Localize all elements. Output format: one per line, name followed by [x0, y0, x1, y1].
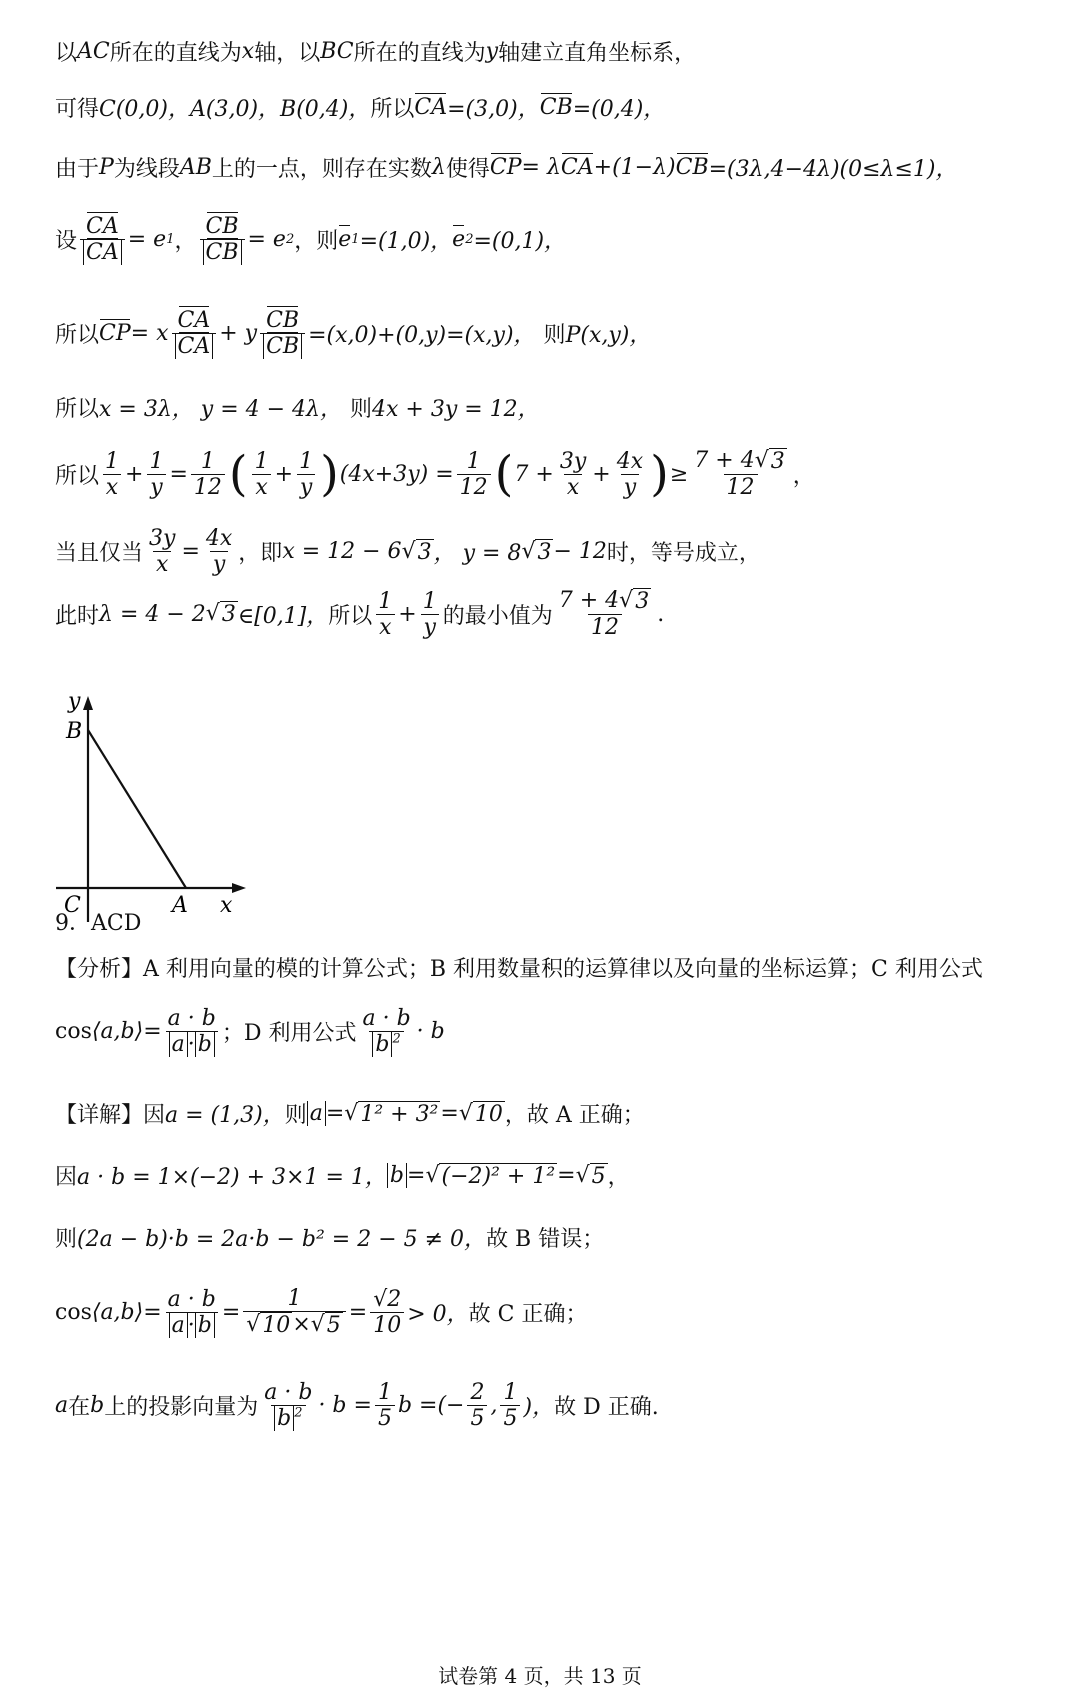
text-line-3	[55, 152, 1050, 183]
fraction: $\frac{1}{x}$	[252, 449, 272, 501]
text: 上的投影向量为	[104, 1395, 259, 1421]
math: +(1−λ)	[593, 155, 676, 180]
text-line-14: 因 a · b = 1×(−2) + 3×1 = 1， b = √ (−2)² + 1² = √ 5 ，	[55, 1160, 1050, 1191]
text: 的最小值为	[442, 603, 553, 629]
text: 所以	[55, 323, 100, 349]
fraction: $\frac{a \cdot b}{a \cdot b}$	[165, 1006, 219, 1058]
fraction: $\frac{4x}{y}$	[616, 448, 644, 500]
math: cos	[55, 1019, 92, 1045]
text: 在	[68, 1395, 91, 1421]
fraction: 7 + 4 √ 3 12	[694, 448, 785, 501]
math: AB	[179, 155, 212, 180]
math: =(3,0)，	[447, 97, 540, 122]
vector: CA	[177, 334, 211, 360]
page-footer: 试卷第 4 页，共 13 页	[438, 1664, 642, 1688]
text: 为线段	[113, 157, 180, 182]
math: y	[485, 39, 499, 64]
text-line-4	[55, 214, 1050, 266]
math: =	[557, 1163, 576, 1188]
vector: CB	[675, 155, 709, 180]
text-line-11	[55, 952, 1050, 983]
text-line-10	[55, 906, 1050, 937]
math: C(0,0)，A(3,0)，B(0,4)，	[99, 97, 371, 122]
text: 所以	[55, 397, 100, 422]
math: = x	[130, 321, 169, 347]
vector: CB	[205, 214, 239, 239]
text: ，则	[294, 229, 339, 255]
fraction: $\frac{4x}{y}$	[205, 526, 233, 578]
x-axis-arrow-icon	[232, 883, 246, 893]
text-line-13: 【详解】因 a = (1,3)， 则 a = √ 1² + 3² = √ 10 ，故 A 正确；	[55, 1098, 1050, 1129]
math: =	[143, 1019, 162, 1045]
text: 设	[55, 229, 78, 255]
text: 轴建立直角坐标系，	[498, 41, 697, 66]
math: =	[440, 1101, 459, 1126]
subscript: 2	[285, 232, 295, 248]
math: 10	[474, 1101, 503, 1127]
text: ，	[792, 463, 815, 489]
vector: e	[452, 227, 466, 253]
math: +	[398, 601, 417, 627]
text: 上的一点，则存在实数	[211, 157, 432, 182]
math: 3	[417, 539, 432, 565]
math: ≥	[669, 461, 689, 487]
math: =	[221, 1299, 241, 1325]
subscript: 2	[465, 232, 474, 248]
text: 当且仅当	[55, 541, 144, 567]
math: BC	[320, 39, 354, 64]
vector: CB	[266, 308, 300, 333]
vector: CA	[86, 240, 119, 266]
math: 1² + 3²	[360, 1101, 439, 1127]
math: a = (1,3)，	[165, 1103, 285, 1128]
text: 以	[55, 41, 78, 66]
math: ⟨a,b⟩	[91, 1299, 144, 1325]
math: )，	[523, 1395, 555, 1421]
text: ，	[607, 1165, 630, 1190]
subscript: 1	[166, 232, 175, 248]
math: =	[169, 461, 188, 487]
math: a	[55, 1393, 69, 1419]
text: ，即	[238, 541, 283, 567]
math: (4x+3y) =	[339, 461, 454, 487]
math: + y	[219, 321, 258, 347]
math: =	[181, 539, 200, 565]
text-line-8: 当且仅当 $\frac{3y}{x}$ = $\frac{4x}{y}$ ，即 x = 12 − 6 √ 3 ， y = 8 √ 3 − 12 时，等号成立，	[55, 526, 761, 578]
vector: CA	[177, 308, 211, 333]
math: x	[241, 39, 255, 64]
math: =(0,1)，	[473, 229, 567, 255]
math: b	[90, 1393, 105, 1419]
text: 可得	[55, 97, 100, 122]
fraction: $\frac{3y}{x}$	[559, 448, 587, 500]
fraction: $\frac{1}{y}$	[146, 449, 166, 501]
vector: CA	[414, 95, 448, 120]
text: 则	[55, 1227, 78, 1252]
text: 轴，以	[254, 41, 321, 66]
fraction: $\frac{1}{y}$	[420, 589, 440, 641]
text-line-16	[55, 1286, 1050, 1339]
math: +	[274, 461, 294, 487]
vector: CB	[205, 240, 239, 266]
fraction: $\frac{3y}{x}$	[149, 526, 176, 578]
math: = e	[247, 227, 286, 253]
math: =(3λ,4−4λ)(0≤λ≤1)，	[708, 157, 958, 182]
text-line-7: 所以 $\frac{1}{x}$ + $\frac{1}{y}$ = $\frac{1}{12}$ ( $\frac{1}{x}$ + $\frac{1}{y}$ ) (4x+3y) = $\frac{1}{12}$ ( 7 + $\frac{3y}{x}$ + $\frac{4x}{y}$ ) ≥ 7 + 4 √ 3 12 ，	[55, 445, 815, 502]
math: (2a − b)·b = 2a·b − b² = 2 − 5 ≠ 0，	[77, 1227, 487, 1252]
fraction: $\frac{1}{5}$	[375, 1380, 395, 1432]
fraction: $\frac{1}{12}$	[191, 449, 225, 501]
text: 时，等号成立，	[606, 541, 761, 567]
math: = e	[127, 227, 167, 253]
math: =(1,0)，	[359, 229, 453, 255]
math: =(0,4)，	[572, 97, 666, 122]
math: ∈[0,1]，	[237, 603, 329, 629]
label-c: C	[64, 893, 81, 918]
text: ；D 利用公式	[221, 1021, 357, 1047]
math: 5	[591, 1163, 606, 1189]
answer-heading: 9．ACD	[55, 911, 142, 936]
math: x = 3λ， y = 4 − 4λ，	[99, 397, 342, 422]
text: 所以	[55, 463, 100, 489]
text: 使得	[445, 157, 490, 182]
fraction: $\frac{1}{y}$	[296, 449, 316, 501]
fraction: 7 + 4 √ 3 12	[558, 588, 650, 641]
fraction	[172, 308, 217, 360]
math: (−	[437, 1393, 465, 1419]
vector: CB	[539, 95, 573, 120]
text-line-5	[55, 308, 1050, 360]
math: =	[407, 1163, 426, 1188]
math: 4x + 3y = 12，	[372, 397, 540, 422]
text: 则	[284, 1103, 307, 1128]
fraction: 1 √ 10 × √ 5	[243, 1286, 346, 1339]
math: AC	[77, 39, 110, 64]
label-a: A	[172, 893, 188, 918]
text-line-1	[55, 36, 1050, 67]
text-line-15	[55, 1222, 1050, 1253]
text-line-2	[55, 92, 1050, 123]
fraction	[80, 214, 125, 266]
vector: CA	[86, 214, 119, 239]
label-x: x	[220, 893, 233, 918]
text: 所在的直线为	[109, 41, 242, 66]
text: 所以	[328, 603, 373, 629]
segment-ab	[88, 730, 186, 888]
math: · b	[416, 1019, 445, 1045]
math: 3	[221, 602, 236, 628]
coordinate-figure	[40, 690, 280, 930]
analysis-text: 【分析】A 利用向量的模的计算公式；B 利用数量积的运算律以及向量的坐标运算；C 利用公式	[55, 957, 983, 982]
math: ,	[490, 1393, 498, 1419]
math: +	[125, 461, 144, 487]
math: P(x,y)，	[565, 323, 652, 349]
math: ， y = 8	[433, 541, 522, 567]
text: ，	[174, 229, 197, 255]
y-axis-arrow-icon	[83, 696, 93, 710]
math: − 12	[553, 539, 607, 565]
text-line-6	[55, 392, 1050, 423]
text: .	[657, 601, 665, 627]
text: 故 C 正确；	[468, 1301, 588, 1327]
math: a · b = 1×(−2) + 3×1 = 1，	[77, 1165, 387, 1190]
math: b =	[397, 1393, 438, 1419]
text: 所以	[370, 97, 415, 122]
text: 【详解】因	[55, 1103, 166, 1128]
math: =	[348, 1299, 368, 1325]
text: 故 B 错误；	[486, 1227, 605, 1252]
text-line-17	[55, 1380, 1050, 1432]
text: 此时	[55, 603, 100, 629]
text: 则	[349, 397, 372, 422]
subscript: 1	[351, 232, 360, 248]
math: x = 12 − 6	[282, 539, 402, 565]
math: a	[307, 1101, 326, 1126]
text: ，故 A 正确；	[504, 1103, 645, 1128]
fraction: $\frac{1}{5}$	[500, 1380, 520, 1432]
math: =	[143, 1299, 162, 1325]
math: =(x,0)+(0,y)=(x,y)，	[308, 323, 536, 349]
math: b	[387, 1163, 407, 1188]
vector: CA	[560, 155, 594, 180]
math: > 0，	[407, 1301, 469, 1327]
math: =	[325, 1101, 345, 1126]
text: 所在的直线为	[353, 41, 486, 66]
math: (−2)² + 1²	[441, 1163, 556, 1189]
fraction: $\frac{2}{5}$	[467, 1380, 487, 1432]
math: +	[592, 461, 611, 487]
vector: CB	[266, 334, 300, 360]
math: λ	[431, 155, 446, 180]
math: λ = 4 − 2	[99, 601, 206, 627]
text: 因	[55, 1165, 78, 1190]
vector: CP	[489, 155, 522, 180]
fraction: $\frac{1}{x}$	[375, 589, 395, 641]
vector: e	[338, 227, 352, 253]
fraction: $\frac{√2}{10}$	[370, 1287, 404, 1339]
math: 7 +	[514, 461, 554, 487]
text: 由于	[55, 157, 100, 182]
text-line-9: 此时 λ = 4 − 2 √ 3 ∈[0,1]， 所以 $\frac{1}{x}$ + $\frac{1}{y}$ 的最小值为 7 + 4 √ 3 12 .	[55, 588, 665, 641]
label-y: y	[68, 690, 81, 714]
fraction: $\frac{a \cdot b}{b ^2}$	[362, 1006, 411, 1058]
fraction: $\frac{a \cdot b}{a \cdot b}$	[165, 1287, 219, 1339]
math: ⟨a,b⟩	[91, 1019, 144, 1045]
math: P	[99, 155, 114, 180]
math: · b =	[318, 1393, 372, 1419]
fraction	[260, 308, 305, 360]
math: cos	[55, 1299, 92, 1325]
fraction: $\frac{1}{x}$	[102, 449, 122, 501]
label-b: B	[66, 719, 83, 744]
text-line-12	[55, 1006, 1050, 1058]
math: = λ	[521, 155, 561, 180]
fraction	[200, 214, 245, 266]
fraction: $\frac{a \cdot b}{b ^2}$	[264, 1380, 313, 1432]
text: 故 D 正确.	[554, 1395, 659, 1421]
math: 3	[537, 539, 552, 565]
text: 则	[543, 323, 566, 349]
vector: CP	[99, 321, 131, 347]
fraction: $\frac{1}{12}$	[457, 449, 491, 501]
